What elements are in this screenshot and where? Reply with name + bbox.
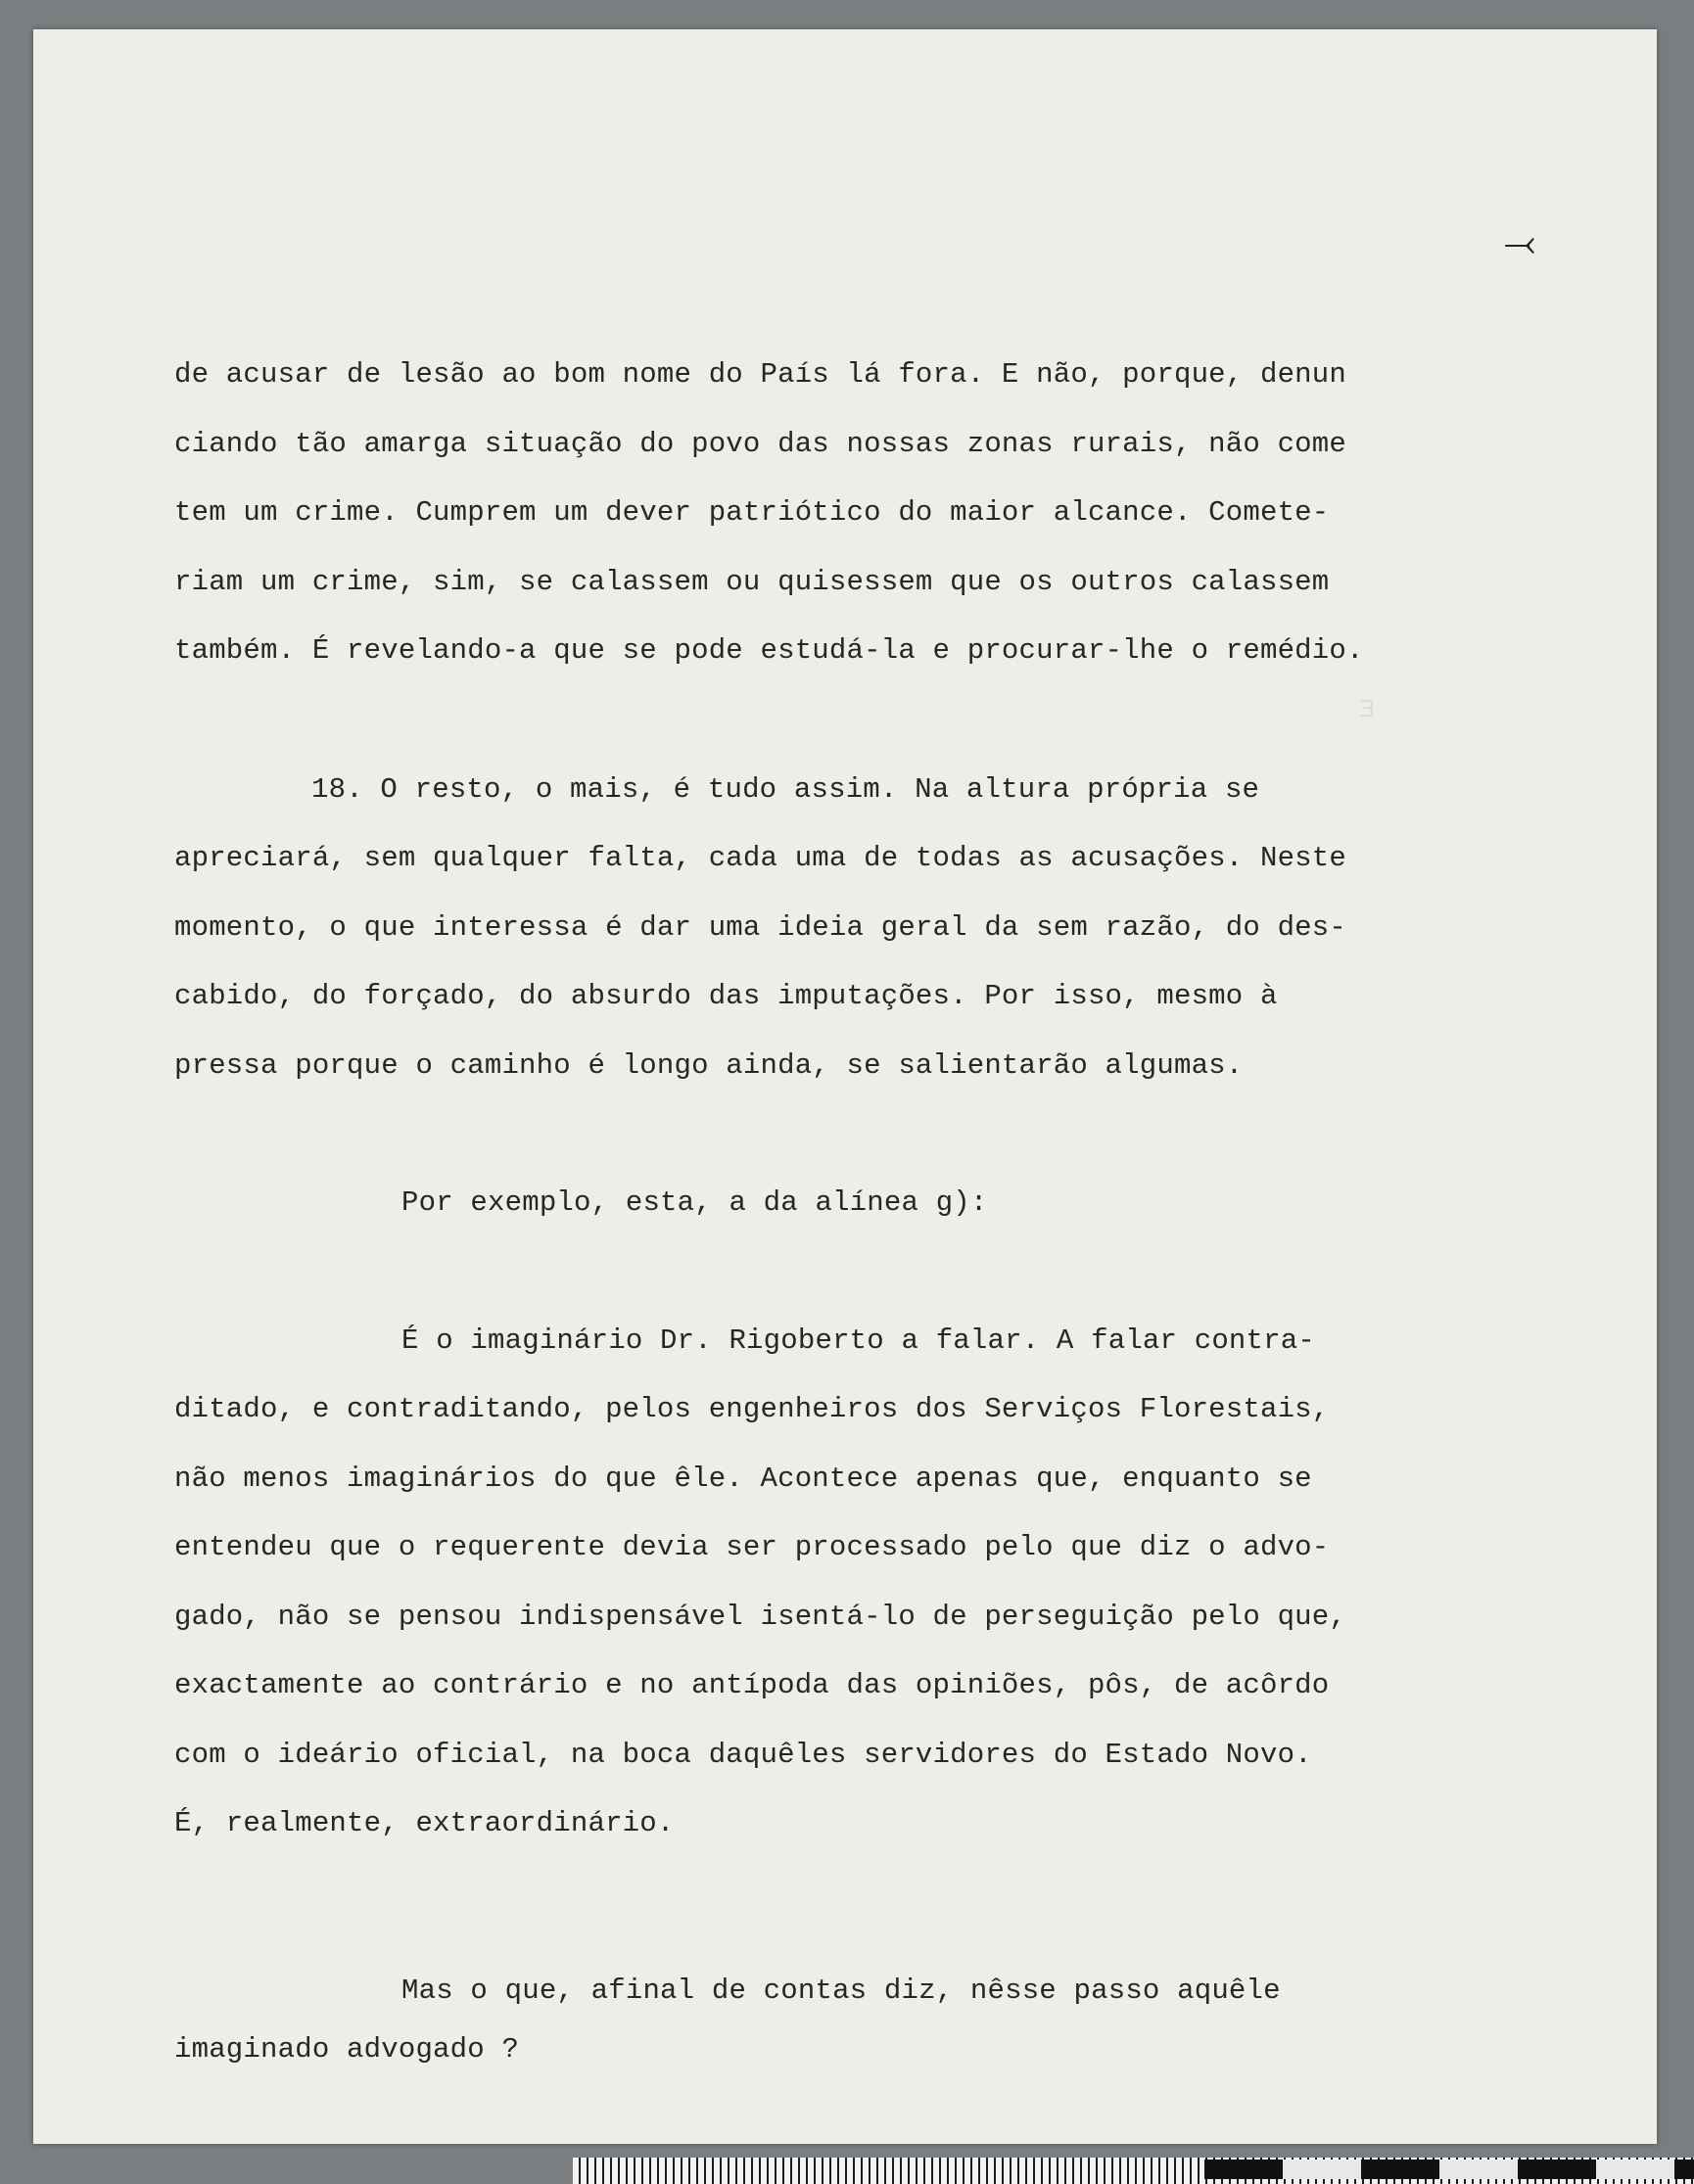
paragraph-example bbox=[174, 1169, 1310, 1238]
bleed-through-text: E bbox=[656, 695, 1375, 724]
text-line: pressa porque o caminho é longo ainda, se salientarão algumas. bbox=[174, 1048, 1244, 1082]
scale-ruler-blocks bbox=[1204, 2160, 1694, 2179]
typed-body bbox=[174, 341, 1364, 2079]
text-line: 18. O resto, o mais, é tudo assim. Na altura própria se bbox=[311, 772, 1260, 806]
text-line: Mas o que, afinal de contas diz, nêsse passo aquêle bbox=[401, 1974, 1281, 2007]
corner-check-mark: ⤙ bbox=[1504, 220, 1535, 265]
paragraph-imaginario bbox=[174, 1307, 1346, 1859]
paragraph-18 bbox=[174, 756, 1346, 1101]
text-line: gado, não se pensou indispensável isentá-lo de perseguição pelo que, bbox=[174, 1600, 1346, 1633]
text-line: com o ideário oficial, na boca daquêles servidores do Estado Novo. bbox=[174, 1738, 1312, 1771]
document-page bbox=[33, 29, 1657, 2144]
text-line: É o imaginário Dr. Rigoberto a falar. A falar contra- bbox=[401, 1324, 1315, 1357]
text-line: riam um crime, sim, se calassem ou quisessem que os outros calassem bbox=[174, 565, 1330, 598]
paragraph-top bbox=[174, 341, 1364, 686]
text-line: Por exemplo, esta, a da alínea g): bbox=[401, 1186, 988, 1219]
text-line: exactamente ao contrário e no antípoda das opiniões, pôs, de acôrdo bbox=[174, 1669, 1330, 1701]
text-line: entendeu que o requerente devia ser processado pelo que diz o advo- bbox=[174, 1531, 1330, 1563]
text-line: ciando tão amarga situação do povo das nossas zonas rurais, não come bbox=[174, 427, 1346, 460]
text-line: cabido, do forçado, do absurdo das imputações. Por isso, mesmo à bbox=[174, 980, 1278, 1012]
text-line: também. É revelando-a que se pode estudá-la e procurar-lhe o remédio. bbox=[174, 634, 1364, 667]
text-line: imaginado advogado ? bbox=[174, 2032, 520, 2066]
text-line: momento, o que interessa é dar uma ideia geral da sem razão, do des- bbox=[174, 910, 1346, 944]
text-line: ditado, e contraditando, pelos engenheiros dos Serviços Florestais, bbox=[174, 1393, 1330, 1425]
text-line: É, realmente, extraordinário. bbox=[174, 1807, 675, 1839]
text-line: apreciará, sem qualquer falta, cada uma de todas as acusações. Neste bbox=[174, 842, 1346, 874]
text-line: não menos imaginários do que êle. Acontece apenas que, enquanto se bbox=[174, 1462, 1312, 1495]
text-line: tem um crime. Cumprem um dever patriótico do maior alcance. Comete- bbox=[174, 496, 1330, 529]
paragraph-question bbox=[174, 1962, 1310, 2079]
text-line: de acusar de lesão ao bom nome do País lá fora. E não, porque, denun bbox=[174, 358, 1346, 391]
